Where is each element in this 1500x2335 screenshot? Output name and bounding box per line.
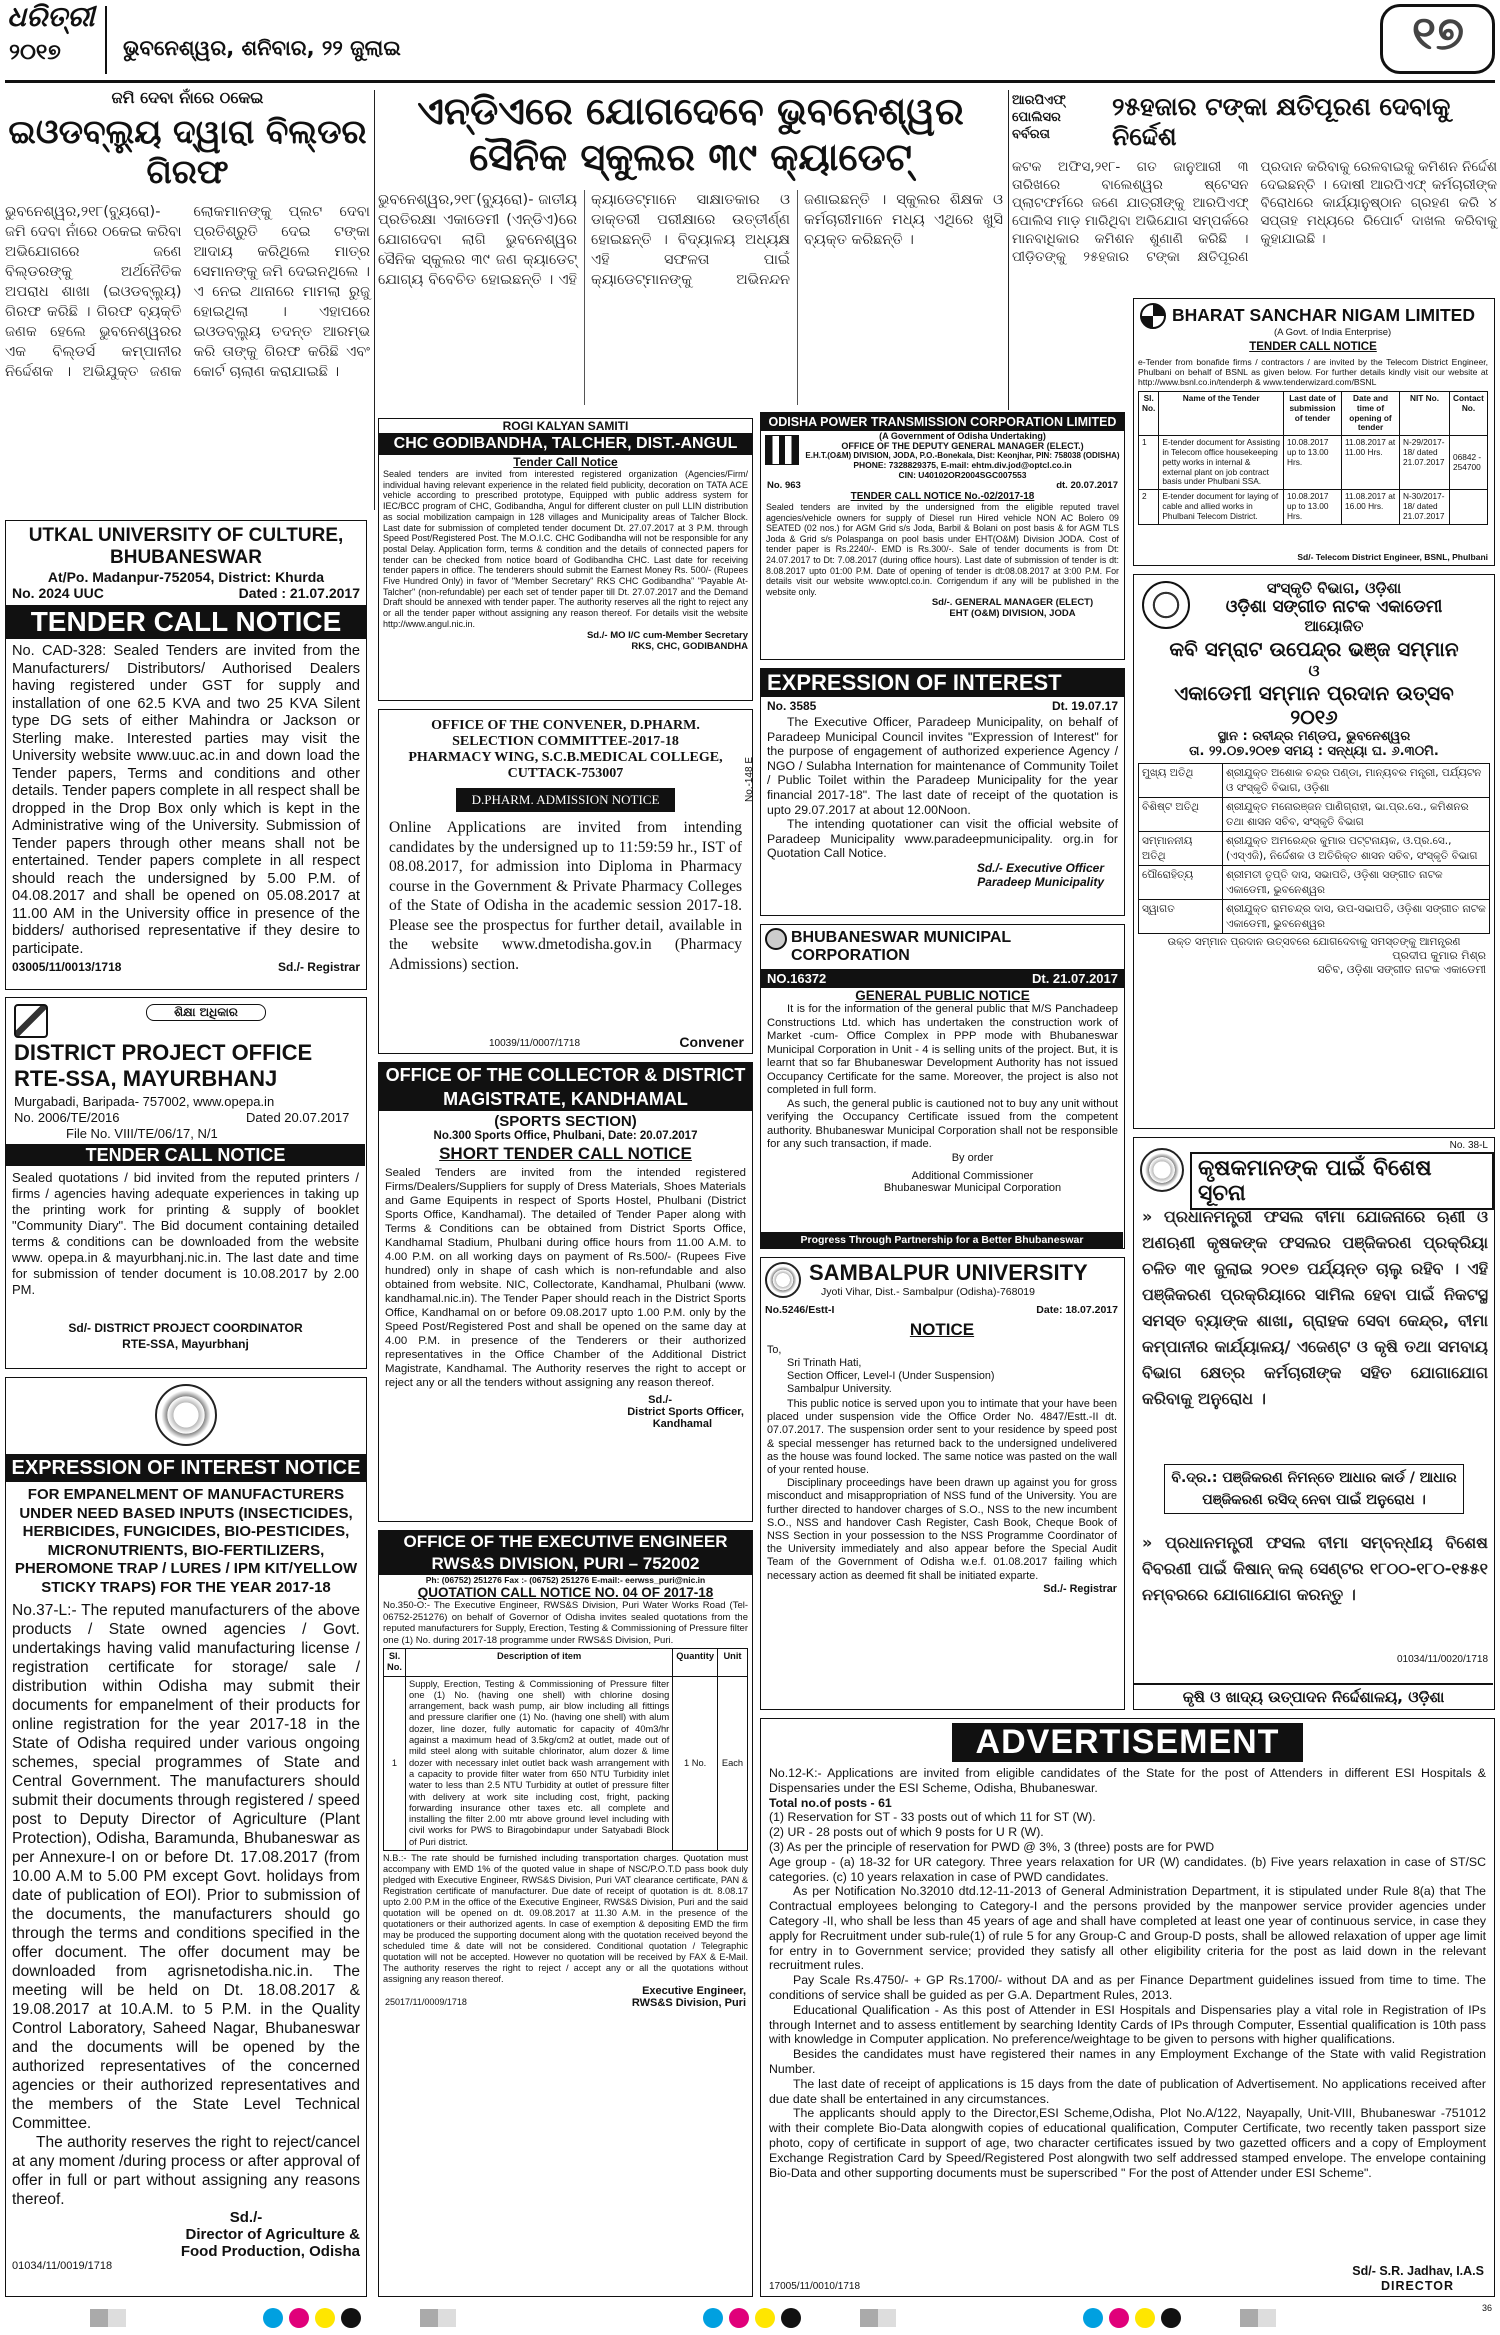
ad-notice: NOTICE [909, 1320, 975, 1339]
ad-title: ADVERTISEMENT [952, 1723, 1304, 1762]
ad-signature-2: EHT (O&M) DIVISION, JODA [949, 608, 1076, 620]
ad-signature-3: Food Production, Odisha [180, 2243, 360, 2260]
story-body: କଟକ ଅଫିସ,୨୧୮- ଗତ ଜାନୁଆରୀ ୩ ତାରିଖରେ ବାଲେଶ୍ୱର ଷ୍ଟେସନ ପ୍ଲାଟଫର୍ମରେ ଜଣେ ଯାତ୍ରୀଙ୍କୁ ଆରପିଏଫ୍ ପୋଲିସ ମାଡ଼ ମାରିଥିବା ଅଭିଯୋଗ ସମ୍ପର୍କରେ ମାନବାଧିକାର କମିଶନ ଶୁଣାଣି କରିଛି । ପୀଡ଼ିତଙ୍କୁ ୨୫ହଜାର ଟଙ୍କା କ୍ଷତିପୂରଣ ପ୍ରଦାନ କରିବାକୁ ରେଳବାଇକୁ କମିଶନ ନିର୍ଦ୍ଦେଶ ଦେଇଛନ୍ତି । ଦୋଷୀ ଆରପିଏଫ୍ କର୍ମଚାରୀଙ୍କ ବିରୋଧରେ କାର୍ଯ୍ୟାନୁଷ୍ଠାନ ଗ୍ରହଣ କରି ୪ ସପ୍ତାହ ମଧ୍ୟରେ ରିପୋର୍ଟ ଦାଖଲ କରିବାକୁ କୁହାଯାଇଛି । [1012, 159, 1497, 265]
ad-notice: TENDER CALL NOTICE [1249, 341, 1377, 353]
table-row [1139, 866, 1490, 900]
ad-addressee-2: Section Officer, Level-I (Under Suspension) [787, 1370, 995, 1382]
ad-line1: ସଂସ୍କୃତି ବିଭାଗ, ଓଡ଼ିଶା [1266, 579, 1402, 597]
dateline: ଭୁବନେଶ୍ୱର, ଶନିବାର, ୨୨ ଜୁଲାଇ [123, 36, 401, 60]
ad-signature-2: RKS, CHC, GODIBANDHA [631, 641, 748, 653]
ad-para2: Pay Scale Rs.4750/- + GP Rs.1700/- without DA and as per Finance Department guidelines issued from time to time. The conditions of service shall be guided as per G.A. Department Rules, 2013. [769, 1973, 1486, 2002]
ad-signature-1: Sd./- [229, 2209, 263, 2226]
ad-signature: Sd./- Registrar [277, 960, 360, 974]
ad-para1: As per Notification No.32010 dtd.12-11-2013 of General Administration Department, it is stipulated under Rule 8(a) that The Contractual employees belonging to Category-I and the persons provided by the manpower service provider agencies under Category -II, who shall be less than 45 years of age and shall have completed at least one year of continuous service, in case they apply for Recruitment under sub-rule(1) of rule 5 for any Group-C and Group-D posts, shall be allowed relaxation of upper age limit for entry in to Government service; provided they satisfy all other eligibility criteria for the post as laid down in the relevant recruitment rules. [769, 1884, 1486, 1973]
news-story-rpf-compensation [1012, 88, 1497, 293]
ad-date: Dated 20.07.2017 [246, 1110, 350, 1125]
ad-line2: ଓଡ଼ିଶା ସଙ୍ଗୀତ ନାଟକ ଏକାଡେମୀ [1225, 597, 1443, 617]
table-header: Name of the Tender [1159, 392, 1284, 436]
ad-ref-no: No. 963 [767, 480, 801, 491]
bmc-logo-icon [765, 928, 787, 950]
ad-ref-no: No. 3585 [767, 699, 817, 713]
table-cell: 2 [1139, 490, 1159, 524]
ad-side-no: No.-148 E [743, 756, 755, 803]
ad-reservation-1: (1) Reservation for ST - 33 posts out of which 11 for ST (W). [769, 1810, 1096, 1825]
ad-date: Date: 18.07.2017 [1036, 1304, 1118, 1316]
ad-signature: Sd/- Telecom District Engineer, BSNL, Phulbani [1297, 552, 1488, 562]
ad-signature-1: Additional Commissioner [911, 1169, 1034, 1182]
ad-org-line1: DISTRICT PROJECT OFFICE [14, 1040, 313, 1065]
masthead [5, 0, 1495, 82]
ad-body: No. CAD-328: Sealed Tenders are invited from the Manufacturers/ Distributors/ Authorised Dealers having registered under GST for supply and installation of one 62.5 KVA and two 25 KVA Silent type DG sets of either Mahindra or Jackson or Sterling make. Interested parties may visit the University website www.uuc.ac.in and down load the Tender papers, Terms and conditions and other details. Tender papers complete in all respect shall be dropped in the Drop Box only which is kept in the Administrative wing of the University. Submission of Tender papers through other means shall not be entertained. Tender papers complete in all respect should reach the undersigned by 5.00 P.M. of 04.08.2017 and shall be opened on 05.08.2017 at 11.00 AM in the University office in presence of the bidders/ authorised representative if they desire to participate. [12, 643, 360, 957]
table-cell: ଶ୍ରୀଯୁକ୍ତ ରାମଚନ୍ଦ୍ର ଦାସ, ଉପ-ସଭାପତି, ଓଡ଼ିଶା ସଙ୍ଗୀତ ନାଟକ ଏକାଡେମୀ, ଭୁବନେଶ୍ୱର [1223, 900, 1490, 934]
ad-org-line2: RWS&S DIVISION, PURI – 752002 [379, 1553, 752, 1575]
table-cell: 10.08.2017 up to 13.00 Hrs. [1284, 490, 1342, 524]
ad-time: ତା. ୨୨.୦୭.୨୦୧୭ ସମୟ : ସନ୍ଧ୍ୟା ଘ. ୬.୩୦ମି. [1189, 744, 1439, 759]
table-header: Quantity [673, 1649, 718, 1677]
ad-collector-kandhamal [378, 1062, 753, 1522]
ad-signature-1: Sd/-. GENERAL MANAGER (ELECT) [931, 597, 1094, 609]
ad-total: Total no.of posts - 61 [769, 1795, 892, 1810]
ad-title: TENDER CALL NOTICE [6, 605, 366, 639]
table-cell: ପୌରୋହିତ୍ୟ [1139, 866, 1223, 900]
ad-sub1: (A Government of Odisha Undertaking) [879, 431, 1046, 441]
story-headline: ୨୫ହଜାର ଟଙ୍କା କ୍ଷତିପୂରଣ ଦେବାକୁ ନିର୍ଦ୍ଦେଶ [1112, 92, 1451, 151]
ad-signature: Sd./- Registrar [1043, 1582, 1117, 1595]
ad-title: EXPRESSION OF INTEREST [761, 669, 1124, 697]
optcl-logo-icon [765, 435, 799, 465]
table-cell: N-29/2017-18/ dated 21.07.2017 [1400, 436, 1450, 490]
table-header: Sl. No. [1139, 392, 1159, 436]
ad-addressee-1: Sri Trinath Hati, [787, 1357, 862, 1369]
table-cell: 1 [1139, 436, 1159, 490]
ad-intro: e-Tender from bonafide firms / contractors / are invited by the Telecom District Engineer, Phulbani on behalf of BSNL as given below. For further details kindly visit our website at http://www.bsnl.co.in/tenderph & www.tenderwizard.com/BSNL [1138, 357, 1488, 388]
ad-para6: The applicants should apply to the Director,ESI Scheme,Odisha, Plot No.A/122, Nayapally, Unit-VIII, Bhubaneswar -751012 with their complete Bio-Data alongwith copies of educational qualification, Computer Certificate, two recently taken passport size photo, copy of certificate in support of age, two character certificates issued by two gazetted officers and a copy of Employment Exchange Registration Card by Speed/Registered Post alongwith two self addressed stamped envelope. The envelope containing Bio-Data and other supporting documents must be superscribed " For the post of Attender under ESI Scheme". [769, 2106, 1486, 2180]
ad-title: EXPRESSION OF INTEREST NOTICE [6, 1454, 366, 1482]
story-kicker: ଆରପିଏଫ୍ ପୋଲିସର ବର୍ବରତା [1012, 93, 1066, 142]
ad-signature-1: Sd./- MO I/C cum-Member Secretary [586, 629, 748, 641]
table-header: Contact No. [1450, 392, 1488, 436]
ad-body-2: As such, the general public is cautioned not to buy any unit without verifying the Occupancy Certificate issued from the competent authority. Bhubaneswar Municipal Corporation shall not be responsible for any such transaction, if made. [767, 1097, 1118, 1150]
table-cell: ଶ୍ରୀଯୁକ୍ତ ଅମରେନ୍ଦ୍ର କୁମାର ପଟ୍ଟନାୟକ, ଓ.ପ୍ର.ସେ., (ଏସ୍‌ଏଜି), ନିର୍ଦ୍ଦେଶକ ଓ ଅତିରିକ୍ତ ଶାସନ ସଚିବ, ସଂସ୍କୃତି ବିଭାଗ [1223, 832, 1490, 866]
story-headline: ଇଓଡବ୍ଲ୍ୟୁ ଦ୍ୱାରା ବିଲ୍ଡର ଗିରଫ [8, 112, 367, 191]
ad-rte-ssa-mayurbhanj [5, 997, 367, 1369]
ad-note: N.B.:- The rate should be furnished including transportation charges. Quotation must accompany with EMD 1% of the quoted value in shape of NSC/P.O.T.D pass book duly pledged with Executive Engineer, RWS&S Division, Puri VAT clearance certificate, PAN & Registration certificate of manufacturer. Due date of receipt of quotation is dt. 8.08.17 upto 2.00 P.M in the office of the Executive Engineer, RWS&S Division, Puri and the said quotation will be opened on dt. 09.08.2017 at 11.30 A.M. in the presence of the quotationers or their authorized agents. In case of exemption & depositing EMD the firm may be produced the supporting document along with the quotation received beyond the scheduled time & date will not be considered. Conditional quotation / Telegraphic quotation will not be accepted. However no quotation will be received by FAX & E-Mail. The authority reserves the right to reject / accept any or all the quotations without assigning any reason thereof. [383, 1853, 748, 1985]
table-row [1139, 490, 1488, 524]
bsnl-tender-table [1138, 391, 1488, 525]
story-kicker: ଜମି ଦେବା ନାଁରେ ଠକେଇ [111, 88, 264, 107]
ad-subtitle: FOR EMPANELMENT OF MANUFACTURERS UNDER NEED BASED INPUTS (INSECTICIDES, HERBICIDES, FUNGICIDES, BIO-PESTICIDES, MICRONUTRIENTS, BIO-FERTILIZERS, PHEROMONE TRAP / LURES / IPM KIT/YELLOW STICKY TRAPS) FOR THE YEAR 2017-18 [14, 1486, 358, 1596]
ad-optcl-joda [760, 412, 1125, 660]
ad-signature-2: Paradeep Municipality [977, 874, 1104, 889]
ad-notice: GENERAL PUBLIC NOTICE [855, 988, 1030, 1003]
table-cell: N-30/2017-18/ dated 21.07.2017 [1400, 490, 1450, 524]
ad-signature-1: ପ୍ରଦୀପ କୁମାର ମିଶ୍ର [1392, 949, 1486, 962]
ad-rks-godibandha [378, 418, 753, 701]
ad-org-line2: RTE-SSA, MAYURBHANJ [14, 1066, 278, 1091]
quotation-table [383, 1648, 748, 1851]
bsnl-logo-icon [1140, 303, 1166, 329]
university-emblem-icon [765, 1262, 801, 1298]
ad-reservation-2: (2) UR - 28 posts out of which 9 posts for U R (W). [769, 1825, 1044, 1840]
ad-utkal-university-culture [5, 520, 367, 990]
ad-para1: » ପ୍ରଧାନମନ୍ତ୍ରୀ ଫସଲ ବୀମା ଯୋଜନାରେ ଋଣୀ ଓ ଅଣଋଣୀ କୃଷକଙ୍କ ଫସଲର ପଞ୍ଜିକରଣ ପ୍ରକ୍ରିୟା ଚଳିତ ୩୧ ଜୁଲାଇ ୨୦୧୭ ପର୍ଯ୍ୟନ୍ତ ଚାଲୁ ରହିବ । ଏହି ପଞ୍ଜିକରଣ ପ୍ରକ୍ରିୟାରେ ସାମିଲ ହେବା ପାଇଁ ନିକଟସ୍ଥ ସମସ୍ତ ବ୍ୟାଙ୍କ ଶାଖା, ଗ୍ରାହକ ସେବା କେନ୍ଦ୍ର, ବୀମା କମ୍ପାନୀର କାର୍ଯ୍ୟାଳୟ/ ଏଜେଣ୍ଟ ଓ କୃଷି ତଥା ସମବାୟ ବିଭାଗ କ୍ଷେତ୍ର କର୍ମଚାରୀଙ୍କ ସହିତ ଯୋଗାଯୋଗ କରିବାକୁ ଅନୁରୋଧ । [1142, 1207, 1488, 1408]
ad-to: To, [767, 1344, 782, 1356]
ad-bmc-public-notice [760, 924, 1125, 1249]
table-cell: 11.08.2017 at 16.00 Hrs. [1342, 490, 1400, 524]
ad-signature-3: Kandhamal [652, 1418, 712, 1430]
table-cell: 1 No. [673, 1676, 718, 1850]
ad-subtitle: (A Govt. of India Enterprise) [1274, 327, 1392, 338]
ad-age: Age group - (a) 18-32 for UR category. Three years relaxation for UR (W) candidates. (b) Five years relaxation in case of ST/SC categories. (c) 10 years relaxation in case of PWD candidates. [769, 1854, 1486, 1884]
table-cell: E-tender document for laying of cable and allied works in Phulbani Telecom District. [1159, 490, 1284, 524]
ad-signature: Convener [679, 1034, 744, 1050]
table-row [1139, 798, 1490, 832]
ad-code: 25017/11/0009/1718 [385, 1997, 467, 2008]
ad-line7: ୨୦୧୬ [1290, 705, 1338, 729]
ad-bsnl-tender [1133, 298, 1495, 566]
ad-rwss-puri [378, 1530, 753, 2297]
table-cell: E-tender document for Assisting in Telecom office housekeeping petty works in internal & external plant on job contract basis under Phulbani SSA. [1159, 436, 1284, 490]
ad-title: BHARAT SANCHAR NIGAM LIMITED [1172, 305, 1475, 325]
ad-intro: No.350-O:- The Executive Engineer, RWS&S Division, Puri Water Works Road (Tel- 06752-251276) on behalf of Governor of Odisha invites sealed quotations from the reputed manufacturers for Supply, Erection, Testing & Commissioning of Pressure filter one (1) No. during 2017-18 programme under RWS&S Division, Puri. [383, 1600, 748, 1646]
ad-org-line2: SELECTION COMMITTEE-2017-18 [452, 734, 679, 749]
ssa-logo-icon [14, 1004, 48, 1038]
ad-signature-1: Sd/- S.R. Jadhav, I.A.S [1352, 2264, 1484, 2278]
ad-org-line1: OFFICE OF THE CONVENER, D.PHARM. [431, 718, 700, 733]
ad-signature-1: Executive Engineer, [642, 1985, 746, 1998]
ad-ref-no: No. 2024 UUC [12, 585, 104, 601]
ad-paradeep-municipality [760, 668, 1125, 916]
ad-line6: ଏକାଡେମୀ ସମ୍ମାନ ପ୍ରଦାନ ଉତ୍ସବ [1174, 681, 1454, 705]
table-cell: ସ୍ୱାଗତ [1139, 900, 1223, 934]
ad-body: No.37-L:- The reputed manufacturers of the above products / State owned agencies / Govt. undertakings having valid manufacturing license / registration certificate for storage/ sale / distribution within Odisha may submit their documents for empanelment of their products for online registration for the year 2017-18 in the State of Odisha required under various ongoing schemes, special programmes of State and Central Government. The manufacturers should submit their documents through registered / speed post to Deputy Director of Agriculture (Plant Protection), Odisha, Baramunda, Bhubaneswar as per Annexure-I on or before Dt. 17.08.2017 (from 10.00 A.M to 5.00 PM except Govt. holidays from date of publication of EOI). Prior to submission of the documents, the manufacturers should go through the terms and conditions specified in the offer document. The offer document may be downloaded from agrisnetodisha.nic.in. The meeting will be held on Dt. 18.08.2017 & 19.08.2017 at 10.A.M. to 5 P.M. in the Quality Control Laboratory, Saheed Nagar, Bhubaneswar and the documents will be opened by the authorized representatives of the concerned agencies or their authorized representatives and the members of the State Level Technical Committee. [12, 1602, 360, 2132]
ad-ref-no: No. 2006/TE/2016 [14, 1110, 120, 1125]
ad-date: Dt. 19.07.17 [1051, 699, 1118, 713]
ad-line3: ଆୟୋଜିତ [1304, 617, 1364, 635]
ad-body: The Executive Officer, Paradeep Municipality, on behalf of Paradeep Municipal Council invites "Expression of Interest" for the purpose of engagement of authorized experience Agency / NGO / Sulabha Internation for maintenance of Community Toilet / Public Toilet within the Paradeep Municipality for the year financial 2017-18". The last date of receipt of the quotation is upto 29.07.2017 at about 12.00Noon. [767, 715, 1118, 817]
ad-title: QUOTATION CALL NOTICE NO. 04 OF 2017-18 [417, 1585, 714, 1600]
ad-title: TENDER CALL NOTICE [6, 1144, 365, 1166]
ad-body: Sealed tenders are invited by the undersigned from the eligible reputed travel agencies/vehicle owners for supply of Diesel run Hired vehicle NON AC Bolero 09 SEATED (02 nos.) for AGM Grid s/s Joda, Barbil & Bolani on post basis & for AGM TLS Joda & Grid s/s Polaspanga on pool basis under EHT(O&M) Division JODA. Cost of tender paper is Rs.2240/-. EMD is Rs.300/-. Sale of tender documents is from Dt: 24.07.2017 to Dt: 7.08.2017 (during office hours). Last date of submission of tender is dt: 8.08.2017 upto 01:00 P.M. Date of opening of tender is dt:08.08.2017 at 3:00 P.M. For details visit our website www.optcl.co.in. Corrigendum if any will be published in the website only. [766, 502, 1119, 597]
ad-line4: କବି ସମ୍ରାଟ ଉପେନ୍ଦ୍ର ଭଞ୍ଜ ସମ୍ମାନ [1169, 637, 1459, 661]
table-cell: Each [718, 1676, 748, 1850]
ad-top-line: ROGI KALYAN SAMITI [502, 419, 629, 433]
ad-code: 03005/11/0013/1718 [12, 960, 122, 974]
ad-badge: ଶିକ୍ଷା ଅଧିକାର [146, 1004, 266, 1021]
ad-contact: Ph: (06752) 251276 Fax :- (06752) 251276 E-mail:- eerwss_puri@nic.in [425, 1575, 706, 1585]
ad-addressee-3: Sambalpur University. [787, 1383, 892, 1395]
table-row [384, 1676, 748, 1850]
ad-body: This public notice is served upon you to intimate that your have been placed under suspension vide the Office Order No. 4847/Estt.-II dt. 07.07.2017. The suspension order sent to your residence by speed post & special messenger has returned back to the undersigned undelivered as the house was found locked. The same notice was pasted on the wall of your rented house. [767, 1398, 1117, 1477]
ad-ref-no: No.5246/Estt-I [765, 1304, 835, 1316]
table-header: NIT No. [1400, 392, 1450, 436]
ad-code: 10039/11/0007/1718 [489, 1038, 581, 1049]
ad-signature-1: Sd./- Executive Officer [976, 860, 1104, 875]
ad-line5: ଓ [1308, 661, 1320, 680]
ad-para3: Educational Qualification - As this post of Attender in ESI Hospitals and Dispensaries play a vital role in Registration of IPs through Internet and to assess entitlement by searching Identity Cards of IPs through Computer, Essential qualification is 10th pass with knowledge in Computer application. No preference/weightage to be given to persons with higher qualifications. [769, 2002, 1486, 2047]
ad-sangeet-natak-academy [1133, 574, 1495, 1129]
ad-signature-1: Sd./- [648, 1394, 672, 1406]
ad-body: Online Applications are invited from intending candidates by the undersigned up to 11:59:59 hr., IST of 08.08.2017, for admission into Diploma in Pharmacy course in the Government & Private Pharmacy Colleges of the State of Odisha in the academic session 2017-18. Please see the prospectus for further detail, available in the website www.dmetodisha.gov.in (Pharmacy Admissions) section. [389, 819, 742, 973]
masthead-year: ୨୦୧୭ [9, 40, 61, 65]
ad-title: BHUBANESWAR MUNICIPAL CORPORATION [791, 929, 1011, 964]
news-story-sainik-school [378, 88, 1003, 413]
ad-org-line3: PHARMACY WING, S.C.B.MEDICAL COLLEGE, [408, 750, 723, 765]
ad-org-name: UTKAL UNIVERSITY OF CULTURE, BHUBANESWAR [28, 525, 344, 568]
ad-note: ବି.ଦ୍ର.: ପଞ୍ଜିକରଣ ନିମନ୍ତେ ଆଧାର କାର୍ଡ / ଆଧାର ପଞ୍ଜିକରଣ ରସିଦ୍ ନେବା ପାଇଁ ଅନୁରୋଧ । [1164, 1464, 1464, 1514]
ad-signature-2: RWS&S Division, Puri [631, 1997, 746, 2010]
ad-org-line1: OFFICE OF THE EXECUTIVE ENGINEER [379, 1531, 752, 1553]
ad-sambalpur-university [760, 1257, 1125, 1710]
ad-subtitle: Tender Call Notice [513, 455, 618, 469]
ad-signature-2: District Sports Officer, [627, 1406, 744, 1418]
ad-signature-2: Director of Agriculture & [185, 2226, 360, 2243]
ad-body-2: The intending quotationer can visit the official website of Paradeep Municipality www.paradeepmunicipality. org.in for Quotation Call Notice. [767, 817, 1118, 861]
ad-venue: ସ୍ଥାନ : ରବୀନ୍ଦ୍ର ମଣ୍ଡପ, ଭୁବନେଶ୍ୱର [1217, 729, 1411, 744]
ad-signature-line2: RTE-SSA, Mayurbhanj [122, 1337, 249, 1351]
ad-signature-2: ସଚିବ, ଓଡ଼ିଶା ସଙ୍ଗୀତ ନାଟକ ଏକାଡେମୀ [1317, 963, 1486, 976]
table-header: Description of item [406, 1649, 673, 1677]
ad-file-no: File No. VIII/TE/06/17, N/1 [66, 1126, 218, 1141]
table-cell: ମୁଖ୍ୟ ଅତିଥି [1139, 764, 1223, 798]
ad-sub5: CIN: U40102OR2004SGC007553 [898, 470, 1027, 480]
table-cell: 11.08.2017 at 11.00 Hrs. [1342, 436, 1400, 490]
ad-body: Sealed quotations / bid invited from the reputed printers / firms / agencies having adequate experiences in taking up the printing work for printing & supply of booklet "Community Diary". The Bid document containing detailed terms & conditions can be downloaded from the website www. opepa.in & mayurbhanj.nic.in. The last date and time for submission of tender document is 10.08.2017 by 2.00 PM. [12, 1170, 359, 1297]
ad-footer: ଉକ୍ତ ସମ୍ମାନ ପ୍ରଦାନ ଉତ୍ସବରେ ଯୋଗଦେବାକୁ ସମସ୍ତଙ୍କୁ ଆମନ୍ତ୍ରଣ [1167, 936, 1461, 948]
academy-logo-icon [1142, 581, 1190, 629]
table-header: Sl. No. [384, 1649, 406, 1677]
ad-footer: କୃଷି ଓ ଖାଦ୍ୟ ଉତ୍ପାଦନ ନିର୍ଦ୍ଦେଶାଳୟ, ଓଡ଼ିଶା [1134, 1683, 1493, 1709]
story-body: ଭୁବନେଶ୍ୱର,୨୧୮(ବ୍ୟୁରୋ)- ଜମି ଦେବା ନାଁରେ ଠକେଇ କରିବା ଅଭିଯୋଗରେ ଜଣେ ବିଲ୍ଡରଙ୍କୁ ଅର୍ଥନୈତିକ ଅପରାଧ ଶାଖା (ଇଓଡବ୍ଲ୍ୟୁ) ଗିରଫ କରିଛି । ଗିରଫ ବ୍ୟକ୍ତି ଜଣକ ହେଲେ ଭୁବନେଶ୍ୱରର ଏକ ବିଲ୍ଡର୍ସ କମ୍ପାନୀର ନିର୍ଦ୍ଦେଶକ । ଅଭିଯୁକ୍ତ ଜଣକ ଲୋକମାନଙ୍କୁ ପ୍ଲଟ ଦେବା ପ୍ରତିଶ୍ରୁତି ଦେଇ ଟଙ୍କା ଆଦାୟ କରିଥିଲେ ମାତ୍ର ସେମାନଙ୍କୁ ଜମି ଦେଇନଥିଲେ । ଏ ନେଇ ଥାନାରେ ମାମଲା ରୁଜୁ ହୋଇଥିଲା । ଏହାପରେ ଇଓଡବ୍ଲ୍ୟୁ ତଦନ୍ତ ଆରମ୍ଭ କରି ତାଙ୍କୁ ଗିରଫ କରିଛି ଏବଂ କୋର୍ଟ ଚାଲାଣ କରାଯାଇଛି । [5, 204, 370, 380]
odisha-emblem-icon [1140, 1148, 1184, 1192]
ad-para5: The last date of receipt of applications is 15 days from the date of publication of Advertisement. No applications received after due date shall be entertained in any circumstances. [769, 2076, 1486, 2106]
ad-date: dt. 20.07.2017 [1056, 480, 1118, 491]
table-header: Unit [718, 1649, 748, 1677]
print-registration-marks [0, 2303, 1500, 2335]
news-story-builder-arrest [5, 88, 370, 518]
ad-signature-2: Bhubaneswar Municipal Corporation [883, 1181, 1062, 1194]
ad-address: Jyoti Vihar, Dist.- Sambalpur (Odisha)-768019 [821, 1286, 1035, 1298]
ad-intro: No.12-K:- Applications are invited from eligible candidates of the State for the post of Attenders in different ESI Hospitals & Dispensaries under the ESI Scheme, Odisha, Bhubaneswar. [769, 1766, 1486, 1795]
ad-para2: » ପ୍ରଧାନମନ୍ତ୍ରୀ ଫସଲ ବୀମା ସମ୍ବନ୍ଧୀୟ ବିଶେଷ ବିବରଣୀ ପାଇଁ କିଷାନ୍ କଲ୍ ସେଣ୍ଟର ୧୮୦୦-୧୮୦-୧୫୫୧ ନମ୍ବରରେ ଯୋଗାଯୋଗ କରନ୍ତୁ । [1142, 1533, 1488, 1604]
ad-ref: No.300 Sports Office, Phulbani, Date: 20.07.2017 [433, 1130, 698, 1142]
table-cell: 1 [384, 1676, 406, 1850]
ad-sub3: E.H.T.(O&M) DIVISION, JODA, P.O.-Bonekala, Dist: Keonjhar, PIN: 758038 (ODISHA) [805, 451, 1120, 460]
story-body: ଭୁବନେଶ୍ୱର,୨୧୮(ବ୍ୟୁରୋ)- ଜାତୀୟ ପ୍ରତିରକ୍ଷା ଏକାଡେମୀ (ଏନ୍‌ଡିଏ)ରେ ଯୋଗଦେବା ଲାଗି ଭୁବନେଶ୍ୱର ସୈନିକ ସ୍କୁଲର ୩୯ ଜଣ କ୍ୟାଡେଟ୍ ଯୋଗ୍ୟ ବିବେଚିତ ହୋଇଛନ୍ତି । ଏହି କ୍ୟାଡେଟ୍‌ମାନେ ସାକ୍ଷାତକାର ଓ ଡାକ୍ତରୀ ପରୀକ୍ଷାରେ ଉତ୍ତୀର୍ଣ୍ଣ ହୋଇଛନ୍ତି । ବିଦ୍ୟାଳୟ ଅଧ୍ୟକ୍ଷ ଏହି ସଫଳତା ପାଇଁ କ୍ୟାଡେଟ୍‌ମାନଙ୍କୁ ଅଭିନନ୍ଦନ ଜଣାଇଛନ୍ତି । ସ୍କୁଲର ଶିକ୍ଷକ ଓ କର୍ମଚାରୀମାନେ ମଧ୍ୟ ଏଥିରେ ଖୁସି ବ୍ୟକ୍ତ କରିଛନ୍ତି । [378, 192, 1003, 288]
newspaper-logo: ଧରିତ୍ରୀ [7, 2, 95, 33]
ad-ref-no: NO.16372 [767, 971, 827, 986]
ad-code: 17005/11/0010/1718 [769, 2281, 861, 2292]
page-number: ୧୭ [1411, 6, 1465, 60]
ad-sub2: OFFICE OF THE DEPUTY GENERAL MANAGER (ELECT.) [841, 441, 1084, 451]
ad-title: D.PHARM. ADMISSION NOTICE [456, 788, 676, 812]
ad-date: Dated : 21.07.2017 [238, 585, 360, 601]
ad-body-2: Disciplinary proceedings have been drawn up against you for gross misconduct and misappropriation of NSS fund of the University. You are further directed to handover charges of S.O., NSS to the new incumbent S.O., NSS and handover Cash Register, Cash Book, Cheque Book of NSS Section in your possession to the NSS Programme Coordinator of the University immediately and also appear before the Special Audit Team of the Government of Odisha w.e.f. 01.08.2017 failing which necessary action as deemed fit shall be initiated exparte. [767, 1477, 1117, 1582]
table-cell: ସମ୍ମାନନୀୟ ଅତିଥି [1139, 832, 1223, 866]
ad-org-line4: CUTTACK-753007 [507, 766, 624, 781]
table-cell: 10.08.2017 up to 13.00 Hrs. [1284, 436, 1342, 490]
table-header: Date and time of opening of tender [1342, 392, 1400, 436]
ad-signature-2: DIRECTOR [1380, 2279, 1454, 2293]
table-row [1139, 832, 1490, 866]
odisha-emblem-icon [155, 1384, 217, 1446]
ad-section: (SPORTS SECTION) [494, 1113, 637, 1130]
ad-title: SAMBALPUR UNIVERSITY [809, 1260, 1088, 1285]
table-row [1139, 436, 1488, 490]
ad-para4: Besides the candidates must have registered their names in any Employment Exchange of the State with valid Registration Number. [769, 2047, 1486, 2076]
ad-title: CHC GODIBANDHA, TALCHER, DIST.-ANGUL [379, 433, 752, 455]
ad-title: SHORT TENDER CALL NOTICE [439, 1144, 692, 1163]
table-cell: ଶ୍ରୀଯୁକ୍ତ ଅଶୋକ ଚନ୍ଦ୍ର ପଣ୍ଡା, ମାନ୍ୟବର ମନ୍ତ୍ରୀ, ପର୍ଯ୍ୟଟନ ଓ ସଂସ୍କୃତି ବିଭାଗ, ଓଡ଼ିଶା [1223, 764, 1490, 798]
ad-body: It is for the information of the general public that M/S Panchadeep Constructions Ltd. which has undertaken the construction work of Market -cum- Office Complex in PPP mode with Bhubaneswar Municipal Corporation in Unit - 4 is selling units of the project. But, it is learnt that so far Bhubaneswar Development Authority has not issued Occupancy Certificate for the same. Moreover, the project is also not completed in full form. [767, 1003, 1118, 1096]
ad-org-line1: OFFICE OF THE COLLECTOR & DISTRICT [379, 1063, 752, 1087]
ad-agriculture-eoi [5, 1377, 367, 2297]
table-cell: ବିଶିଷ୍ଟ ଅତିଥି [1139, 798, 1223, 832]
ad-reservation-3: (3) As per the principle of reservation for PWD @ 3%, 3 (three) posts are for PWD [769, 1839, 1215, 1854]
ad-code: 01034/11/0020/1718 [1396, 1654, 1488, 1665]
ad-notice: TENDER CALL NOTICE No.-02/2017-18 [850, 491, 1035, 502]
ad-date: Dt. 21.07.2017 [1031, 971, 1118, 986]
table-cell [1450, 490, 1488, 524]
ad-address: At/Po. Madanpur-752054, District: Khurda [47, 569, 325, 585]
ad-code: 01034/11/0019/1718 [12, 2260, 113, 2272]
ad-org-line2: MAGISTRATE, KANDHAMAL [379, 1087, 752, 1111]
table-cell: ଶ୍ରୀଯୁକ୍ତ ମନୋରଞ୍ଜନ ପାଣିଗ୍ରାହୀ, ଭା.ପ୍ର.ସେ., କମିଶନର ତଥା ଶାସନ ସଚିବ, ସଂସ୍କୃତି ବିଭାଗ [1223, 798, 1490, 832]
ad-farmers-notice [1133, 1137, 1495, 1710]
table-cell: 06842 - 254700 [1450, 436, 1488, 490]
ad-body: Sealed Tenders are invited from the intended registered Firms/Dealers/Suppliers for supply of Dress Materials, Shoes Materials and Game Equipents in respect of Sports Hostel, Phulbani (District Sports Office, Kandhamal). The detailed of Tender Paper along with Terms & Conditions can be obtained from District Sports Office, Kandhamal Stadium, Phulbani during office hours from 11.00 A.M. to 4.00 P.M. on all working days on payment of Rs.500/- (Rupees Five hundred) only in shape of cash which is non-refundable and also obtained from website. NIC, Collectorate, Kandhamal, Phulbani (www. kandhamal.nic.in). The Tender Paper should reach in the District Sports Office, Kandhamal on or before 09.08.2017 upto 1.00 P.M. only by the Speed Post/Registered Post and shall be opened on the same day at 4.00 P.M. in presence of the Tenderers or their authorized representatives in the Office Chamber of the Additional District Magistrate, Kandhamal. The Authority reserves the right to accept or reject any or all the tenders without assigning any reason thereof. [385, 1167, 746, 1389]
ad-sub4: PHONE: 7328829375, E-mail: ehtm.div.jod@optcl.co.in [853, 460, 1072, 470]
story-headline-line2: ସୈନିକ ସ୍କୁଲର ୩୯ କ୍ୟାଡେଟ୍ [469, 135, 912, 179]
ad-tagline: Progress Through Partnership for a Better Bhubaneswar [761, 1232, 1123, 1248]
footer-code: 36 [1481, 2303, 1492, 2313]
ad-order: By order [951, 1151, 994, 1164]
table-header: Last date of submission of tender [1284, 392, 1342, 436]
ad-signature-line1: Sd/- DISTRICT PROJECT COORDINATOR [68, 1321, 303, 1335]
guest-table [1138, 763, 1490, 934]
ad-no: No. 38-L [1449, 1140, 1488, 1151]
ad-address: Murgabadi, Baripada- 757002, www.opepa.in [14, 1094, 275, 1109]
ad-dpharm-admission [378, 709, 753, 1054]
table-cell: Supply, Erection, Testing & Commissioning of Pressure filter one (1) No. (having one shell) with chlorine dosing arrangement, back wash pump, air blow including all fittings and pressure clarifier one (1) No. (having one shell) with alum dozer, line dozer, fully automatic for capacity of 40m3/hr against a maximum head of 3.5kg/cm2 at outlet, made out of mild steel along with suitable chlorinator, alum dozer & lime dozer with necessary inlet outlet back wash arrangement with a capacity to provide filter water from 650 NTU Turbidity inlet water to less than 2.5 NTU Turbidity at outlet of pressure filter with delivery at work site including cost, fright, packing forwarding insurance other taxes etc. all complete and installing the filter 2.00 mtr above ground level including with civil works for PWS to Biragobindapur under Satyabadi Block of Puri district. [406, 1676, 673, 1850]
ad-esi-attender-recruitment [760, 1718, 1495, 2297]
ad-body: Sealed tenders are invited from interested registered organization (Agencies/Firm/ individual having relevant experience in the related field publicity, decoration on TATA ACE vehicle according to prescribed prototype, Equipped with public address system for IEC/BCC program of CHC, Godibandha, Angul for different cluster on pull LLIN distribution as social mobilization campaign in 128 villages and Municipality areas of Talcher Block. Last date for submission of completed tender document Dt. 27.07.2017 at 3 P.M. through Speed Post/Registered Post. The M.O.I.C. CHC Godibandha will not be responsible for any postal Delay. Application form, terms & condition and the details of connected papers for tender can be checked from notice board of Godibandha CHC. Last date for receiving tender papers in office. The tenderers should submit the Earnest Money Rs. 500/- (Rupees Five Hundred Only) in favor of "Member Secretary" RKS CHC Godibandha" "Payable At-Talcher" (non-refundable) per each set of tender paper till Dt. 27.07.2017 and the Demand Draft should be annexed with tender paper. The authority reserves all the right to reject any or all the tender paper without assigning any reason thereof. For details visit the website http://www.angul.nic.in. [383, 469, 748, 629]
story-headline-line1: ଏନ୍‌ଡିଏରେ ଯୋଗଦେବେ ଭୁବନେଶ୍ୱର [417, 89, 964, 133]
table-row [1139, 764, 1490, 798]
ad-title: ODISHA POWER TRANSMISSION CORPORATION LIMITED [761, 413, 1124, 431]
table-row [1139, 900, 1490, 934]
table-cell: ଶ୍ରୀମତୀ ତୃପ୍ତି ଦାସ, ସଭାପତି, ଓଡ଼ିଶା ସଙ୍ଗୀତ ନାଟକ ଏକାଡେମୀ, ଭୁବନେଶ୍ୱର [1223, 866, 1490, 900]
ad-body-2: The authority reserves the right to reject/cancel at any moment /during process or after approval of offer in full or part without assigning any reasons thereof. [12, 2134, 360, 2208]
ad-title: କୃଷକମାନଙ୍କ ପାଇଁ ବିଶେଷ ସୂଚନା [1190, 1152, 1494, 1210]
